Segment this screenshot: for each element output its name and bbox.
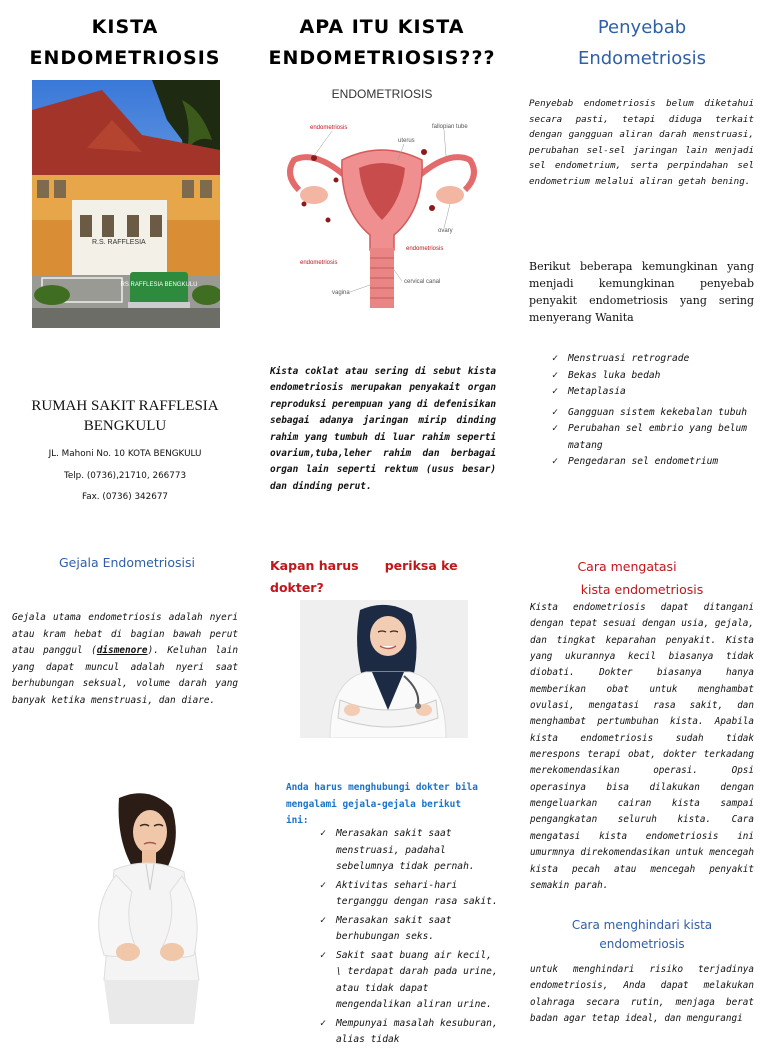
check-icon: ✓: [320, 879, 327, 891]
list-item: ✓ Mempunyai masalah kesuburan, alias tidak: [320, 1017, 498, 1045]
check-icon: ✓: [552, 386, 559, 397]
what-is-title-line2: ENDOMETRIOSIS???: [268, 47, 496, 69]
symptoms-text-before: Gejala utama endometriosis adalah nyeri atau kram hebat di bagian bawah perut atau panggul (: [12, 612, 238, 656]
check-icon: ✓: [320, 914, 327, 926]
hospital-sign-text: RS RAFFLESIA BENGKULU: [120, 282, 198, 288]
list-item: ✓ Perubahan sel embrio yang belum matang: [552, 423, 748, 451]
list-item: ✓ Bekas luka bedah: [552, 368, 757, 385]
hospital-facade-text: R.S. RAFFLESIA: [92, 239, 146, 246]
list-item: ✓ Menstruasi retrograde: [552, 351, 757, 368]
label-ovary: ovary: [438, 228, 453, 234]
doctor-symptom-list: [320, 826, 498, 1049]
list-item: ✓ Aktivitas sehari-hari terganggu dengan rasa sakit.: [320, 879, 498, 907]
section-cause-title: [520, 12, 764, 74]
symptoms-title: Gejala Endometriosisi: [58, 555, 196, 570]
check-icon: ✓: [552, 423, 559, 434]
check-icon: ✓: [320, 1017, 327, 1029]
prevention-title-line2: endometriosis: [599, 937, 685, 951]
symptoms-text-after: ). Keluhan lain yang dapat muncul adalah nyeri saat berhubungan seksual, volume darah yang banyak ketika menstruasi, dan diare.: [12, 645, 238, 706]
check-icon: ✓: [320, 949, 327, 961]
symptoms-term: dismenore: [96, 645, 148, 656]
cause-title-line1: Penyebab: [597, 17, 687, 38]
doctor-title: Kapan harus periksa ke dokter?: [270, 558, 462, 595]
prevention-title: [530, 916, 754, 954]
treatment-text: Kista endometriosis dapat ditangani dengan tepat sesuai dengan usia, gejala, dan tingkat keparahan penyakit. Kista yang ukurannya kecil biasanya tidak diobati. Dokter biasanya hanya memberikan obat untuk menghambat ovulasi, mengatasi rasa sakit, dan menghambat pertumbuhan kista. Apabila kista endometriosis sudah tidak merespons terapi obat, dokter terkadang merekomendasikan operasi. Opsi operasinya bisa dilakukan dengan mengeluarkan cairan kista sampai pengangkatan seluruh kista. Cara mengatasi kista endometriosis ini umurmnya direkomendasikan untuk mencegah kista pecah atau mencegah penyakit semakin parah.: [530, 602, 754, 891]
section-what-is-title: [262, 12, 502, 74]
label-uterus: uterus: [398, 138, 415, 144]
definition-text: Kista coklat atau sering di sebut kista endometriosis merupakan penyakait organ reproduksi perempuan yang di defenisikan sebagai adanya jaringan mirip dinding rahim yang tumbuh di luar rahim seperti ovarium,tuba,leher rahim dan berbagai organ lain seperti rektum (usus besar) dan dinding perut.: [270, 366, 496, 492]
cause-list: [552, 351, 757, 471]
endometriosis-diagram: [274, 80, 490, 312]
symptoms-text: [12, 610, 238, 709]
label-vagina: vagina: [332, 290, 350, 296]
hospital-fax: Fax. (0736) 342677: [81, 492, 169, 502]
prevention-text: untuk menghindari risiko terjadinya endometriosis, Anda dapat melakukan olahraga secara rutin, menjaga berat badan agar tetap ideal, dan mengurangi: [530, 964, 754, 1025]
list-item: ✓ Pengedaran sel endometrium: [552, 454, 757, 471]
hospital-phone: Telp. (0736),21710, 266773: [63, 470, 187, 481]
check-icon: ✓: [552, 353, 559, 364]
hospital-name-line1: RUMAH SAKIT RAFFLESIA: [31, 398, 219, 414]
woman-in-pain-photo: [54, 780, 210, 1024]
hospital-photo: [32, 80, 220, 328]
prevention-title-line1: Cara menghindari kista: [571, 918, 713, 932]
list-item: ✓ Merasakan sakit saat menstruasi, padahal sebelumnya tidak pernah.: [320, 828, 475, 872]
hospital-address: JL. Mahoni No. 10 KOTA BENGKULU: [48, 449, 202, 459]
treatment-title: [530, 555, 754, 601]
label-endometriosis-b: endometriosis: [406, 246, 444, 252]
doctor-photo: [300, 600, 468, 738]
list-item: ✓ Metaplasia: [552, 384, 757, 401]
treatment-title-line2: kista endometriosis: [580, 582, 704, 597]
label-endometriosis-c: endometriosis: [300, 260, 338, 266]
hospital-name: [14, 396, 236, 436]
label-fallopian-tube: fallopian tube: [432, 124, 468, 130]
treatment-title-line1: Cara mengatasi: [577, 559, 677, 574]
diagram-title: ENDOMETRIOSIS: [331, 87, 433, 101]
list-item: ✓ Gangguan sistem kekebalan tubuh: [552, 405, 757, 422]
list-item: ✓ Merasakan sakit saat berhubungan seks.: [320, 914, 452, 942]
cause-intro: Berikut beberapa kemungkinan yang menjadi kemungkinan penyebab penyakit endometriosis yang sering menyerang Wanita: [529, 260, 754, 324]
check-icon: ✓: [552, 456, 559, 467]
cause-paragraph: Penyebab endometriosis belum diketahui secara pasti, tetapi diduga terkait dengan gangguan aliran darah menstruasi, perubahan sel-sel jaringan lain menjadi sel endometrium, serta perpindahan sel endometrium melalui aliran getah bening.: [529, 98, 754, 187]
doctor-intro: Anda harus menghubungi dokter bila mengalami gejala-gejala berikut ini:: [286, 782, 478, 826]
brochure-title: [20, 12, 230, 74]
hospital-name-line2: BENGKULU: [83, 418, 167, 434]
cause-title-line2: Endometriosis: [577, 48, 707, 69]
list-item: ✓ Sakit saat buang air kecil, \ terdapat darah pada urine, atau tidak dapat mengendalikan aliran urine.: [320, 949, 498, 1010]
what-is-title-line1: APA ITU KISTA: [299, 16, 465, 38]
check-icon: ✓: [320, 828, 327, 839]
brochure-title-line2: ENDOMETRIOSIS: [29, 47, 221, 69]
brochure-title-line1: KISTA: [91, 16, 159, 38]
hospital-contact: [14, 444, 236, 509]
check-icon: ✓: [552, 369, 559, 381]
label-endometriosis-a: endometriosis: [310, 125, 348, 131]
check-icon: ✓: [552, 406, 559, 418]
label-cervical-canal: cervical canal: [404, 279, 441, 285]
